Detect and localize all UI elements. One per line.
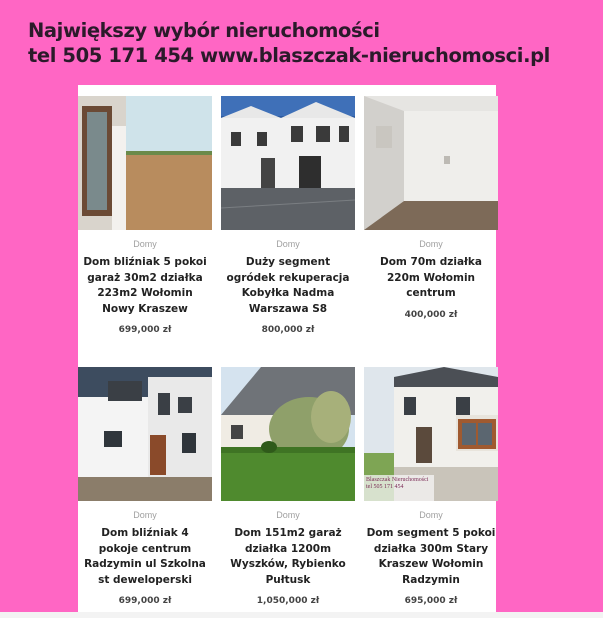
listing-price: 400,000 zł [404, 309, 458, 320]
listing-price: 800,000 zł [261, 325, 315, 335]
watermark-line-2: tel 505 171 454 [366, 484, 404, 490]
listing-price: 699,000 zł [118, 325, 172, 335]
listing-category[interactable]: Domy [133, 510, 157, 520]
listing-card[interactable] [221, 96, 355, 335]
listing-photo[interactable] [364, 96, 498, 230]
headline [28, 18, 550, 68]
watermark-logo [366, 477, 434, 491]
page-bottom-divider [0, 612, 603, 618]
listing-card[interactable] [221, 367, 355, 606]
headline-contact: tel 505 171 454 www.blaszczak-nieruchomosci.pl [28, 44, 550, 67]
listing-title[interactable]: Dom 70m działka 220m Wołomin centrum [379, 256, 482, 299]
listing-photo[interactable] [78, 367, 212, 501]
watermark-line-1: Blaszczak Nieruchomości [366, 477, 429, 483]
listing-card[interactable] [364, 96, 498, 320]
listing-title[interactable]: Dom bliźniak 5 pokoi garaż 30m2 działka 223m2 Wołomin Nowy Kraszew [83, 256, 207, 315]
listing-title[interactable]: Duży segment ogródek rekuperacja Kobyłka Nadma Warszawa S8 [226, 256, 350, 315]
listing-card[interactable] [364, 367, 498, 606]
listing-photo[interactable] [364, 367, 498, 501]
listing-category[interactable]: Domy [419, 239, 443, 249]
listing-price: 1,050,000 zł [256, 596, 320, 606]
listing-price: 699,000 zł [118, 596, 172, 606]
listing-title[interactable]: Dom segment 5 pokoi działka 300m Stary Kraszew Wołomin Radzymin [366, 527, 496, 586]
listing-card[interactable] [78, 96, 212, 335]
listing-category[interactable]: Domy [419, 510, 443, 520]
listing-title[interactable]: Dom 151m2 garaż działka 1200m Wyszków, Rybienko Pułtusk [230, 527, 346, 586]
listing-title[interactable]: Dom bliźniak 4 pokoje centrum Radzymin ul Szkolna st deweloperski [84, 527, 206, 586]
headline-title: Największy wybór nieruchomości [28, 19, 380, 42]
listing-category[interactable]: Domy [276, 510, 300, 520]
listing-photo[interactable] [221, 367, 355, 501]
listing-photo[interactable] [221, 96, 355, 230]
listing-category[interactable]: Domy [133, 239, 157, 249]
listing-photo[interactable] [78, 96, 212, 230]
listing-card[interactable] [78, 367, 212, 606]
listings-panel [78, 85, 496, 618]
listing-price: 695,000 zł [404, 596, 458, 606]
listing-category[interactable]: Domy [276, 239, 300, 249]
